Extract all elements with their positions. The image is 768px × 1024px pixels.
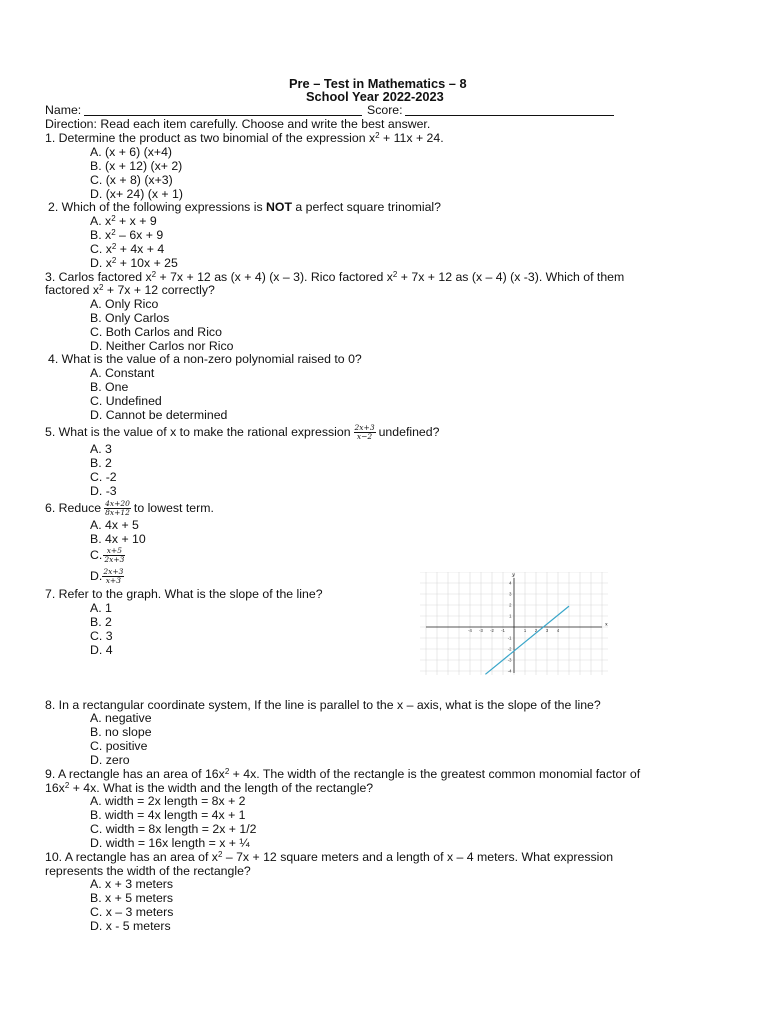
x-tick-label: 2 xyxy=(534,628,538,633)
q3-option-a: A. Only Rico xyxy=(90,297,159,311)
x-tick-label: -2 xyxy=(490,628,494,633)
question-1 xyxy=(45,131,444,145)
q6-option-b: B. 4x + 10 xyxy=(90,532,146,546)
rational-expression: $\frac{2x+3}{x-2}$ xyxy=(354,423,375,441)
question-9: 9. A rectangle has an area of $16x^2 + 4x$. The width of the rectangle is the greatest common monomial factor of xyxy=(45,767,641,781)
score-label: Score: xyxy=(367,103,403,117)
question-4: 4. What is the value of a non-zero polynomial raised to 0? xyxy=(48,352,362,366)
graph-line xyxy=(485,606,569,674)
x-tick-label: 4 xyxy=(556,628,560,633)
q8-option-b: B. no slope xyxy=(90,725,152,739)
x-tick-label: -1 xyxy=(501,628,505,633)
y-tick-label: -4 xyxy=(507,668,512,674)
graph-axes xyxy=(426,572,608,673)
q3-option-c: C. Both Carlos and Rico xyxy=(90,325,222,339)
q10-option-c: C. x – 3 meters xyxy=(90,905,174,919)
question-3: 3. Carlos factored $x^2 + 7x + 12$ as (x + 4) (x – 3). Rico factored $x^2 + 7x + 12$ as (x – 4) (x -3). Which of them xyxy=(45,270,625,284)
q6-option-a: A. 4x + 5 xyxy=(90,518,139,532)
exponent: 2 xyxy=(375,131,380,140)
q5-option-b: B. 2 xyxy=(90,456,112,470)
q9-option-c: C. width = 8x length = 2x + 1/2 xyxy=(90,822,257,836)
q10-option-b: B. x + 5 meters xyxy=(90,891,174,905)
q7-option-c: C. 3 xyxy=(90,629,113,643)
school-year: School Year 2022-2023 xyxy=(306,89,444,104)
x-axis-label: x xyxy=(605,621,608,628)
q4-option-d: D. Cannot be determined xyxy=(90,408,228,422)
q3-option-b: B. Only Carlos xyxy=(90,311,170,325)
q2-option-a: A. $x^2 + x + 9$ xyxy=(90,214,157,228)
q9-option-d: D. width = 16x length = x + ¼ xyxy=(90,836,250,850)
q7-option-d: D. 4 xyxy=(90,643,113,657)
q9-option-b: B. width = 4x length = 4x + 1 xyxy=(90,808,246,822)
question-10: 10. A rectangle has an area of $x^2 - 7x + 12$ square meters and a length of x – 4 meters. What expression xyxy=(45,850,614,864)
rational-expression: $\frac{4x+20}{8x+12}$ xyxy=(105,499,130,517)
question-8: 8. In a rectangular coordinate system, If the line is parallel to the x – axis, what is the slope of the line? xyxy=(45,698,601,712)
y-tick-label: -1 xyxy=(507,635,512,641)
q3-option-d: D. Neither Carlos nor Rico xyxy=(90,339,234,353)
q10-option-d: D. x - 5 meters xyxy=(90,919,171,933)
y-axis-label: y xyxy=(512,572,515,578)
question-7: 7. Refer to the graph. What is the slope of the line? xyxy=(45,587,323,601)
x-tick-label: 1 xyxy=(523,628,527,633)
q2-option-c: C. $x^2 + 4x + 4$ xyxy=(90,242,165,256)
direction-text: Direction: Read each item carefully. Choose and write the best answer. xyxy=(45,117,431,131)
q4-option-c: C. Undefined xyxy=(90,394,162,408)
q6-option-d: D. $\frac{2x+3}{x+3}$ xyxy=(90,567,124,585)
q2-emphasis: NOT xyxy=(266,200,292,214)
page-title: Pre – Test in Mathematics – 8 xyxy=(289,76,467,91)
question-10-continued: represents the width of the rectangle? xyxy=(45,864,251,878)
q4-option-a: A. Constant xyxy=(90,366,155,380)
x-tick-label: -4 xyxy=(468,628,472,633)
q1-option-d: D. (x+ 24) (x + 1) xyxy=(90,187,183,201)
y-tick-label: -3 xyxy=(507,657,512,663)
q7-option-b: B. 2 xyxy=(90,615,112,629)
q8-option-d: D. zero xyxy=(90,753,130,767)
q2-option-b: B. $x^2 - 6x + 9$ xyxy=(90,228,164,242)
q2-stem-end: a perfect square trinomial? xyxy=(292,200,442,214)
y-tick-label: -2 xyxy=(507,646,512,652)
q1-option-c: C. (x + 8) (x+3) xyxy=(90,173,173,187)
q8-option-a: A. negative xyxy=(90,711,152,725)
q8-option-c: C. positive xyxy=(90,739,148,753)
question-5: 5. What is the value of x to make the rational expression $\frac{2x+3}{x-2}$ undefined? xyxy=(45,423,440,441)
q1-option-a: A. (x + 6) (x+4) xyxy=(90,145,173,159)
coordinate-graph xyxy=(420,572,608,675)
question-2 xyxy=(48,200,441,214)
question-3-continued: factored $x^2 + 7x + 12$ correctly? xyxy=(45,283,215,297)
q4-option-b: B. One xyxy=(90,380,129,394)
y-tick-label: 2 xyxy=(509,602,512,608)
q1-stem-end: + 11x + 24. xyxy=(379,131,444,145)
q6-option-c: C. $\frac{x+5}{2x+3}$ xyxy=(90,546,125,564)
question-9-continued: $16x^2 + 4x$. What is the width and the length of the rectangle? xyxy=(45,781,374,795)
q5-option-a: A. 3 xyxy=(90,442,112,456)
q2-option-d: D. $x^2 + 10x + 25$ xyxy=(90,256,178,270)
name-line xyxy=(84,115,362,116)
q5-option-c: C. -2 xyxy=(90,470,117,484)
q9-option-a: A. width = 2x length = 8x + 2 xyxy=(90,794,246,808)
name-label: Name: xyxy=(45,103,82,117)
x-tick-label: 3 xyxy=(545,628,549,633)
q10-option-a: A. x + 3 meters xyxy=(90,877,174,891)
q1-stem: 1. Determine the product as two binomial of the expression x xyxy=(45,131,376,145)
question-6: 6. Reduce $\frac{4x+20}{8x+12}$ to lowest term. xyxy=(45,499,214,517)
q7-option-a: A. 1 xyxy=(90,601,112,615)
y-tick-label: 3 xyxy=(509,591,512,597)
q5-option-d: D. -3 xyxy=(90,484,117,498)
x-tick-label: -3 xyxy=(479,628,483,633)
q1-option-b: B. (x + 12) (x+ 2) xyxy=(90,159,183,173)
y-tick-label: 1 xyxy=(509,613,512,619)
q2-stem: 2. Which of the following expressions is xyxy=(48,200,267,214)
y-tick-label: 4 xyxy=(509,580,512,586)
score-line xyxy=(405,115,614,116)
